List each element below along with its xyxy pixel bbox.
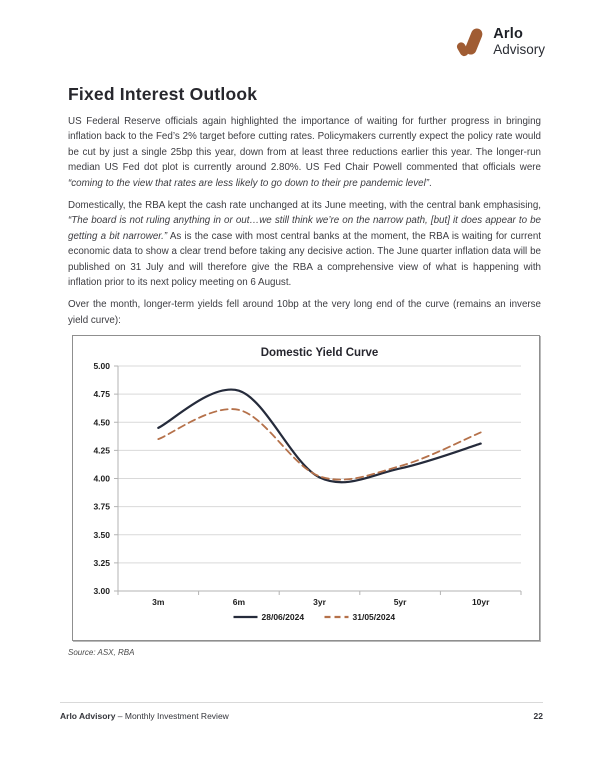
brand-wordmark xyxy=(493,27,545,57)
svg-text:6m: 6m xyxy=(232,597,246,608)
yield-curve-chart xyxy=(72,335,540,641)
svg-text:3.25: 3.25 xyxy=(93,558,110,569)
yield-curve-plot-area xyxy=(73,336,539,645)
page-title: Fixed Interest Outlook xyxy=(68,84,258,104)
text-run: Domestically, the RBA kept the cash rate unchanged at its June meeting, with the central bank emphasising, xyxy=(68,200,541,212)
svg-text:28/06/2024: 28/06/2024 xyxy=(261,612,305,623)
text-run: As is the case with most central banks at the moment, the RBA is waiting for current economic data to show a clear trend before taking any decisive action. The June quarter inflation data will be published on 31 July and will therefore give the RBA a comprehensive view of what is happening with inflation prior to its next policy meeting on 6 August. xyxy=(68,230,541,289)
article-body xyxy=(68,84,541,657)
svg-text:3m: 3m xyxy=(152,597,165,608)
series-dashed-line xyxy=(158,409,480,480)
page-number: 22 xyxy=(533,711,543,721)
svg-text:4.75: 4.75 xyxy=(93,389,110,400)
footer-separator: – xyxy=(115,711,125,721)
footer-review-title: Monthly Investment Review xyxy=(124,711,229,721)
svg-text:Domestic Yield Curve: Domestic Yield Curve xyxy=(260,347,379,360)
svg-text:5.00: 5.00 xyxy=(93,361,110,372)
text-run: “The board is not ruling anything in or out…we still think we’re on the narrow path, [but] it does appear to be getting a bit narrower.” xyxy=(68,215,541,242)
svg-text:10yr: 10yr xyxy=(471,597,490,608)
page-footer xyxy=(60,702,543,721)
series-solid-line xyxy=(158,390,480,483)
svg-text:3.00: 3.00 xyxy=(93,586,110,597)
text-run: Over the month, longer-term yields fell around 10bp at the very long end of the curve (remains an inverse yield curve): xyxy=(68,299,541,326)
paragraph-rba xyxy=(68,198,541,290)
chart-source: Source: ASX, RBA xyxy=(68,648,135,658)
svg-text:3.75: 3.75 xyxy=(93,501,110,512)
arlo-logo-icon xyxy=(456,26,486,58)
paragraph-yields-intro xyxy=(68,297,541,328)
brand-subname: Advisory xyxy=(493,42,545,57)
svg-text:4.00: 4.00 xyxy=(93,473,110,484)
footer-divider xyxy=(60,702,543,703)
svg-text:4.50: 4.50 xyxy=(93,417,110,428)
svg-text:3.50: 3.50 xyxy=(93,530,110,541)
svg-text:4.25: 4.25 xyxy=(93,445,110,456)
brand-logo xyxy=(456,26,545,58)
svg-text:31/05/2024: 31/05/2024 xyxy=(352,612,396,623)
yield-curve-svg xyxy=(73,336,539,640)
text-run: “coming to the view that rates are less likely to go down to their pre pandemic level” xyxy=(68,177,430,189)
text-run: US Federal Reserve officials again highlighted the importance of waiting for further progress in bringing inflation back to the Fed’s 2% target before cutting rates. Policymakers currently expect the policy rate would be cut by just a single 25bp this year, down from at least three reductions earlier this year. The longer-run median US Fed dot plot is currently around 2.80%. US Fed Chair Powell commented that officials were xyxy=(68,116,541,174)
footer-row xyxy=(60,711,543,721)
svg-text:3yr: 3yr xyxy=(313,597,326,608)
text-run: . xyxy=(429,177,432,189)
brand-name: Arlo xyxy=(493,26,524,42)
paragraph-us-fed xyxy=(68,114,541,191)
footer-brand: Arlo Advisory xyxy=(60,711,116,721)
footer-doc-title xyxy=(60,711,229,721)
svg-text:5yr: 5yr xyxy=(393,597,407,608)
